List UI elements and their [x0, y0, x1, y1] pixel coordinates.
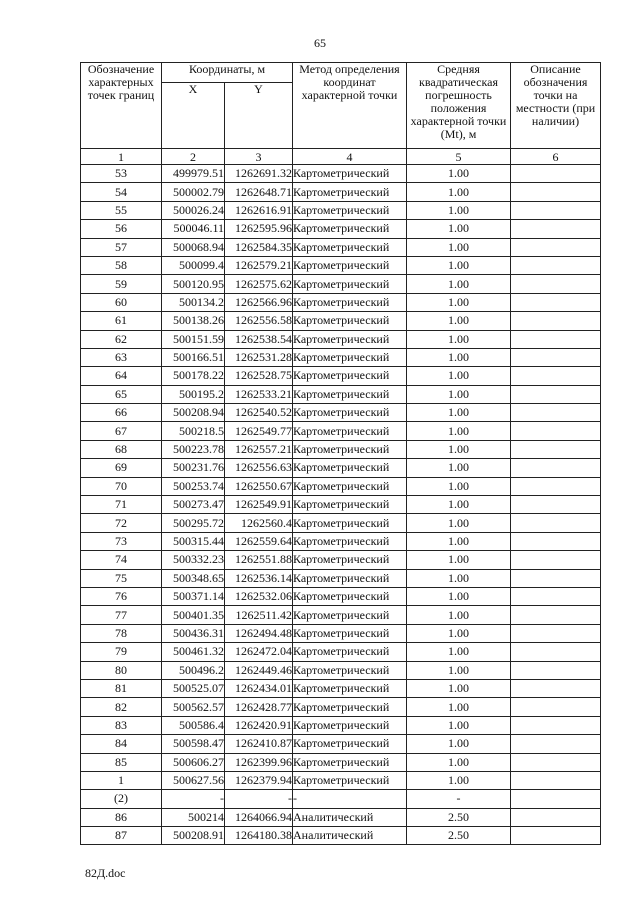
x-coordinate-cell: 500348.65 — [162, 569, 225, 587]
y-coordinate-cell: 1262511.42 — [225, 606, 293, 624]
table-row — [81, 532, 601, 550]
x-coordinate-cell: 500332.23 — [162, 551, 225, 569]
description-cell — [511, 404, 601, 422]
method-cell: Аналитический — [293, 808, 407, 826]
y-coordinate-cell: 1262556.63 — [225, 459, 293, 477]
point-id-cell: 70 — [81, 477, 162, 495]
description-cell — [511, 698, 601, 716]
description-cell — [511, 385, 601, 403]
y-coordinate-cell: 1262550.67 — [225, 477, 293, 495]
method-cell: Картометрический — [293, 459, 407, 477]
point-id-cell: 71 — [81, 496, 162, 514]
table-row — [81, 293, 601, 311]
table-row — [81, 569, 601, 587]
description-cell — [511, 440, 601, 458]
y-coordinate-cell: 1264066.94 — [225, 808, 293, 826]
point-id-cell: 72 — [81, 514, 162, 532]
x-coordinate-cell: 500046.11 — [162, 220, 225, 238]
point-id-cell: 68 — [81, 440, 162, 458]
method-cell: Картометрический — [293, 661, 407, 679]
description-cell — [511, 293, 601, 311]
x-coordinate-cell: 500178.22 — [162, 367, 225, 385]
method-cell: Картометрический — [293, 551, 407, 569]
point-id-cell: 69 — [81, 459, 162, 477]
method-cell: Картометрический — [293, 422, 407, 440]
x-coordinate-cell: 500525.07 — [162, 679, 225, 697]
table-row — [81, 256, 601, 274]
x-coordinate-cell: 500068.94 — [162, 238, 225, 256]
error-cell: 1.00 — [407, 367, 511, 385]
table-row — [81, 183, 601, 201]
error-cell: 1.00 — [407, 422, 511, 440]
table-row — [81, 716, 601, 734]
column-number: 2 — [162, 149, 225, 165]
table-row — [81, 679, 601, 697]
error-cell: 1.00 — [407, 643, 511, 661]
x-coordinate-cell: 500231.76 — [162, 459, 225, 477]
table-row — [81, 698, 601, 716]
point-id-cell: 77 — [81, 606, 162, 624]
y-coordinate-cell: 1262556.58 — [225, 312, 293, 330]
x-coordinate-cell: 500166.51 — [162, 348, 225, 366]
description-cell — [511, 587, 601, 605]
table-row — [81, 238, 601, 256]
table-row — [81, 496, 601, 514]
y-coordinate-cell: 1262549.91 — [225, 496, 293, 514]
point-id-cell: 1 — [81, 771, 162, 789]
x-coordinate-cell: - — [162, 790, 225, 808]
table-row — [81, 330, 601, 348]
description-cell — [511, 256, 601, 274]
y-coordinate-cell: 1262579.21 — [225, 256, 293, 274]
x-coordinate-cell: 500598.47 — [162, 735, 225, 753]
header-error: Средняя квадратическая погрешность положения характерной точки (Mt), м — [407, 63, 511, 149]
method-cell: - — [293, 790, 407, 808]
x-coordinate-cell: 500401.35 — [162, 606, 225, 624]
description-cell — [511, 808, 601, 826]
x-coordinate-cell: 500099.4 — [162, 256, 225, 274]
y-coordinate-cell: 1262532.06 — [225, 587, 293, 605]
table-row — [81, 165, 601, 183]
description-cell — [511, 661, 601, 679]
header-y: Y — [225, 83, 293, 149]
header-description: Описание обозначения точки на местности (при наличии) — [511, 63, 601, 149]
error-cell: 1.00 — [407, 440, 511, 458]
y-coordinate-cell: 1262449.46 — [225, 661, 293, 679]
description-cell — [511, 753, 601, 771]
point-id-cell: 87 — [81, 827, 162, 845]
table-row — [81, 220, 601, 238]
y-coordinate-cell: 1262559.64 — [225, 532, 293, 550]
point-id-cell: 67 — [81, 422, 162, 440]
table-row — [81, 385, 601, 403]
point-id-cell: 86 — [81, 808, 162, 826]
point-id-cell: 83 — [81, 716, 162, 734]
column-number: 5 — [407, 149, 511, 165]
point-id-cell: 75 — [81, 569, 162, 587]
y-coordinate-cell: 1262538.54 — [225, 330, 293, 348]
error-cell: 1.00 — [407, 385, 511, 403]
table-row — [81, 624, 601, 642]
x-coordinate-cell: 499979.51 — [162, 165, 225, 183]
description-cell — [511, 367, 601, 385]
error-cell: 1.00 — [407, 293, 511, 311]
footer-stamp: 82Д.doc — [85, 866, 126, 880]
method-cell: Картометрический — [293, 735, 407, 753]
error-cell: 1.00 — [407, 532, 511, 550]
description-cell — [511, 201, 601, 219]
x-coordinate-cell: 500273.47 — [162, 496, 225, 514]
y-coordinate-cell: 1262691.32 — [225, 165, 293, 183]
description-cell — [511, 679, 601, 697]
point-id-cell: 81 — [81, 679, 162, 697]
point-id-cell: 76 — [81, 587, 162, 605]
column-number: 6 — [511, 149, 601, 165]
table-row — [81, 790, 601, 808]
method-cell: Картометрический — [293, 201, 407, 219]
x-coordinate-cell: 500606.27 — [162, 753, 225, 771]
table-row — [81, 348, 601, 366]
method-cell: Картометрический — [293, 771, 407, 789]
point-id-cell: 66 — [81, 404, 162, 422]
error-cell: 1.00 — [407, 165, 511, 183]
point-id-cell: 54 — [81, 183, 162, 201]
x-coordinate-cell: 500461.32 — [162, 643, 225, 661]
y-coordinate-cell: 1262549.77 — [225, 422, 293, 440]
method-cell: Картометрический — [293, 348, 407, 366]
x-coordinate-cell: 500002.79 — [162, 183, 225, 201]
error-cell: 1.00 — [407, 514, 511, 532]
coordinates-table — [80, 62, 601, 845]
point-id-cell: 53 — [81, 165, 162, 183]
header-method: Метод определения координат характерной точки — [293, 63, 407, 149]
error-cell: 1.00 — [407, 771, 511, 789]
point-id-cell: 57 — [81, 238, 162, 256]
description-cell — [511, 771, 601, 789]
header-x: X — [162, 83, 225, 149]
x-coordinate-cell: 500371.14 — [162, 587, 225, 605]
x-coordinate-cell: 500218.5 — [162, 422, 225, 440]
error-cell: 1.00 — [407, 312, 511, 330]
error-cell: 1.00 — [407, 661, 511, 679]
x-coordinate-cell: 500026.24 — [162, 201, 225, 219]
column-number: 3 — [225, 149, 293, 165]
x-coordinate-cell: 500151.59 — [162, 330, 225, 348]
table-row — [81, 753, 601, 771]
y-coordinate-cell: 1262540.52 — [225, 404, 293, 422]
y-coordinate-cell: 1262434.01 — [225, 679, 293, 697]
description-cell — [511, 183, 601, 201]
table-row — [81, 661, 601, 679]
description-cell — [511, 459, 601, 477]
error-cell: 1.00 — [407, 606, 511, 624]
method-cell: Картометрический — [293, 275, 407, 293]
description-cell — [511, 496, 601, 514]
method-cell: Картометрический — [293, 238, 407, 256]
x-coordinate-cell: 500586.4 — [162, 716, 225, 734]
description-cell — [511, 569, 601, 587]
point-id-cell: 60 — [81, 293, 162, 311]
description-cell — [511, 827, 601, 845]
x-coordinate-cell: 500120.95 — [162, 275, 225, 293]
error-cell: 1.00 — [407, 679, 511, 697]
y-coordinate-cell: 1262533.21 — [225, 385, 293, 403]
method-cell: Картометрический — [293, 440, 407, 458]
point-id-cell: 64 — [81, 367, 162, 385]
column-number: 1 — [81, 149, 162, 165]
table-row — [81, 477, 601, 495]
table-row — [81, 422, 601, 440]
error-cell: 1.00 — [407, 330, 511, 348]
error-cell: 1.00 — [407, 496, 511, 514]
header-point-designation: Обозначение характерных точек границ — [81, 63, 162, 149]
point-id-cell: 74 — [81, 551, 162, 569]
point-id-cell: 55 — [81, 201, 162, 219]
error-cell: 1.00 — [407, 404, 511, 422]
error-cell: 1.00 — [407, 459, 511, 477]
y-coordinate-cell: 1262557.21 — [225, 440, 293, 458]
x-coordinate-cell: 500208.91 — [162, 827, 225, 845]
description-cell — [511, 532, 601, 550]
method-cell: Картометрический — [293, 587, 407, 605]
method-cell: Картометрический — [293, 367, 407, 385]
point-id-cell: 82 — [81, 698, 162, 716]
error-cell: 1.00 — [407, 238, 511, 256]
point-id-cell: 78 — [81, 624, 162, 642]
description-cell — [511, 606, 601, 624]
method-cell: Картометрический — [293, 330, 407, 348]
method-cell: Картометрический — [293, 220, 407, 238]
y-coordinate-cell: 1262472.04 — [225, 643, 293, 661]
error-cell: 1.00 — [407, 716, 511, 734]
method-cell: Картометрический — [293, 477, 407, 495]
y-coordinate-cell: 1262560.4 — [225, 514, 293, 532]
method-cell: Картометрический — [293, 514, 407, 532]
error-cell: 1.00 — [407, 698, 511, 716]
table-row — [81, 771, 601, 789]
point-id-cell: 73 — [81, 532, 162, 550]
table-row — [81, 459, 601, 477]
x-coordinate-cell: 500208.94 — [162, 404, 225, 422]
method-cell: Картометрический — [293, 753, 407, 771]
table-row — [81, 827, 601, 845]
error-cell: 1.00 — [407, 348, 511, 366]
point-id-cell: 80 — [81, 661, 162, 679]
x-coordinate-cell: 500562.57 — [162, 698, 225, 716]
point-id-cell: (2) — [81, 790, 162, 808]
page-number: 65 — [314, 36, 326, 50]
x-coordinate-cell: 500195.2 — [162, 385, 225, 403]
table-row — [81, 201, 601, 219]
method-cell: Картометрический — [293, 293, 407, 311]
point-id-cell: 79 — [81, 643, 162, 661]
point-id-cell: 58 — [81, 256, 162, 274]
error-cell: 1.00 — [407, 587, 511, 605]
y-coordinate-cell: 1262536.14 — [225, 569, 293, 587]
error-cell: 1.00 — [407, 569, 511, 587]
y-coordinate-cell: 1264180.38 — [225, 827, 293, 845]
y-coordinate-cell: - — [225, 790, 293, 808]
description-cell — [511, 220, 601, 238]
method-cell: Картометрический — [293, 569, 407, 587]
y-coordinate-cell: 1262528.75 — [225, 367, 293, 385]
error-cell: - — [407, 790, 511, 808]
error-cell: 1.00 — [407, 735, 511, 753]
error-cell: 1.00 — [407, 477, 511, 495]
y-coordinate-cell: 1262584.35 — [225, 238, 293, 256]
y-coordinate-cell: 1262648.71 — [225, 183, 293, 201]
error-cell: 1.00 — [407, 753, 511, 771]
method-cell: Картометрический — [293, 624, 407, 642]
point-id-cell: 62 — [81, 330, 162, 348]
point-id-cell: 65 — [81, 385, 162, 403]
header-coordinates: Координаты, м — [162, 63, 293, 83]
method-cell: Картометрический — [293, 256, 407, 274]
description-cell — [511, 348, 601, 366]
point-id-cell: 61 — [81, 312, 162, 330]
y-coordinate-cell: 1262575.62 — [225, 275, 293, 293]
error-cell: 1.00 — [407, 551, 511, 569]
error-cell: 1.00 — [407, 201, 511, 219]
method-cell: Картометрический — [293, 312, 407, 330]
method-cell: Картометрический — [293, 385, 407, 403]
error-cell: 2.50 — [407, 827, 511, 845]
description-cell — [511, 165, 601, 183]
description-cell — [511, 312, 601, 330]
error-cell: 1.00 — [407, 624, 511, 642]
error-cell: 2.50 — [407, 808, 511, 826]
error-cell: 1.00 — [407, 220, 511, 238]
y-coordinate-cell: 1262595.96 — [225, 220, 293, 238]
method-cell: Картометрический — [293, 532, 407, 550]
x-coordinate-cell: 500214 — [162, 808, 225, 826]
x-coordinate-cell: 500138.26 — [162, 312, 225, 330]
x-coordinate-cell: 500253.74 — [162, 477, 225, 495]
error-cell: 1.00 — [407, 256, 511, 274]
method-cell: Картометрический — [293, 698, 407, 716]
table-row — [81, 735, 601, 753]
point-id-cell: 85 — [81, 753, 162, 771]
error-cell: 1.00 — [407, 275, 511, 293]
y-coordinate-cell: 1262420.91 — [225, 716, 293, 734]
y-coordinate-cell: 1262531.28 — [225, 348, 293, 366]
y-coordinate-cell: 1262551.88 — [225, 551, 293, 569]
method-cell: Картометрический — [293, 165, 407, 183]
description-cell — [511, 514, 601, 532]
y-coordinate-cell: 1262379.94 — [225, 771, 293, 789]
description-cell — [511, 422, 601, 440]
description-cell — [511, 716, 601, 734]
method-cell: Картометрический — [293, 716, 407, 734]
table-row — [81, 606, 601, 624]
table-row — [81, 440, 601, 458]
method-cell: Картометрический — [293, 606, 407, 624]
description-cell — [511, 643, 601, 661]
x-coordinate-cell: 500134.2 — [162, 293, 225, 311]
description-cell — [511, 624, 601, 642]
y-coordinate-cell: 1262399.96 — [225, 753, 293, 771]
point-id-cell: 63 — [81, 348, 162, 366]
x-coordinate-cell: 500436.31 — [162, 624, 225, 642]
table-row — [81, 587, 601, 605]
error-cell: 1.00 — [407, 183, 511, 201]
column-number: 4 — [293, 149, 407, 165]
description-cell — [511, 790, 601, 808]
description-cell — [511, 735, 601, 753]
table-row — [81, 808, 601, 826]
x-coordinate-cell: 500223.78 — [162, 440, 225, 458]
y-coordinate-cell: 1262494.48 — [225, 624, 293, 642]
method-cell: Картометрический — [293, 643, 407, 661]
x-coordinate-cell: 500496.2 — [162, 661, 225, 679]
table-row — [81, 275, 601, 293]
method-cell: Картометрический — [293, 404, 407, 422]
x-coordinate-cell: 500315.44 — [162, 532, 225, 550]
description-cell — [511, 477, 601, 495]
table-row — [81, 551, 601, 569]
x-coordinate-cell: 500295.72 — [162, 514, 225, 532]
description-cell — [511, 330, 601, 348]
description-cell — [511, 551, 601, 569]
point-id-cell: 84 — [81, 735, 162, 753]
method-cell: Картометрический — [293, 183, 407, 201]
table-row — [81, 643, 601, 661]
description-cell — [511, 275, 601, 293]
y-coordinate-cell: 1262566.96 — [225, 293, 293, 311]
y-coordinate-cell: 1262410.87 — [225, 735, 293, 753]
table-row — [81, 367, 601, 385]
table-row — [81, 514, 601, 532]
method-cell: Картометрический — [293, 679, 407, 697]
x-coordinate-cell: 500627.56 — [162, 771, 225, 789]
y-coordinate-cell: 1262616.91 — [225, 201, 293, 219]
table-body — [81, 165, 601, 845]
table-row — [81, 404, 601, 422]
table-row — [81, 312, 601, 330]
point-id-cell: 59 — [81, 275, 162, 293]
description-cell — [511, 238, 601, 256]
method-cell: Картометрический — [293, 496, 407, 514]
y-coordinate-cell: 1262428.77 — [225, 698, 293, 716]
point-id-cell: 56 — [81, 220, 162, 238]
method-cell: Аналитический — [293, 827, 407, 845]
